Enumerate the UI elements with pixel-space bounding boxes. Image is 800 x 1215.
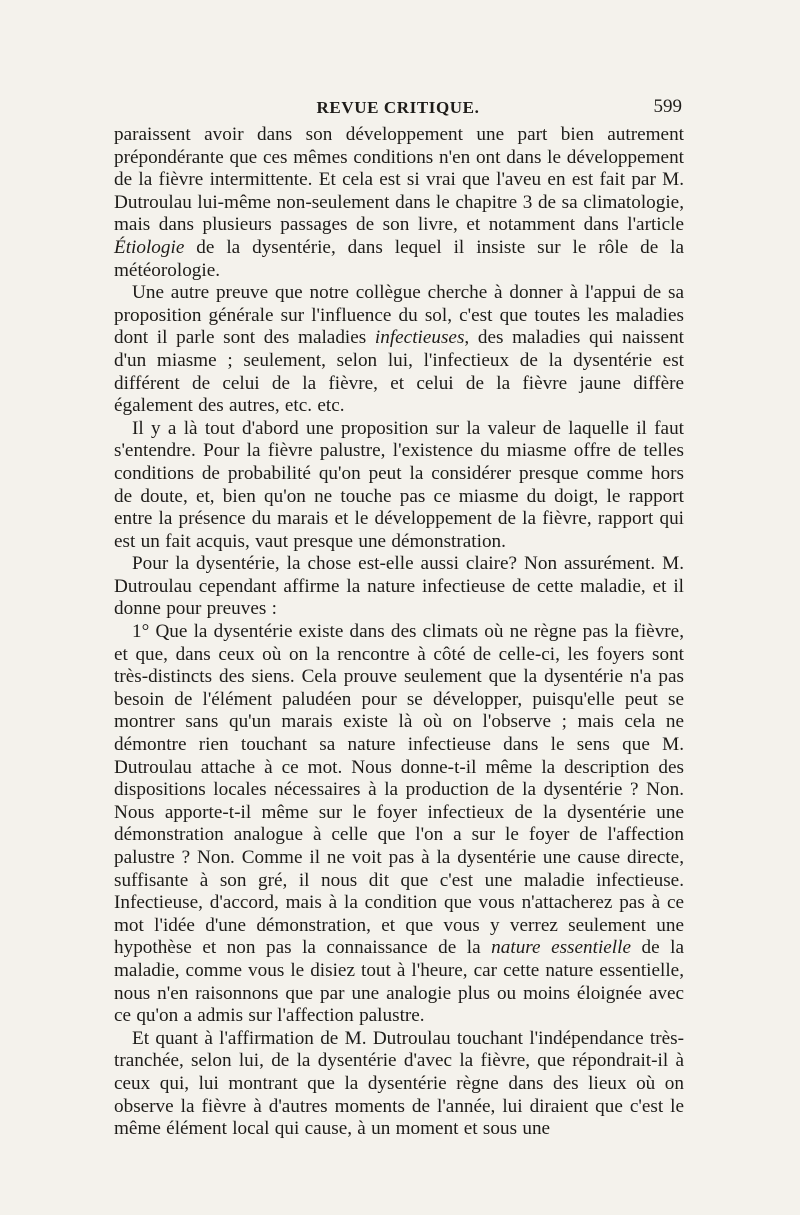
paragraph-6	[114, 1028, 684, 1141]
text-span: de la dysentérie, dans lequel il insiste sur le rôle de la météorologie.	[114, 236, 684, 281]
italic-term: Étiologie	[114, 236, 185, 258]
paragraph-4	[114, 553, 684, 621]
text-span: Et quant à l'affirmation de M. Dutroulau touchant l'indépendance très-tranchée, selon lui, de la dysentérie d'avec la fièvre, que répondrait-il à ceux qui, lui montrant que la dysentérie règne dans des lieux où on observe la fièvre à d'autres moments de l'année, lui diraient que c'est le même élément local qui cause, à un moment et sous une	[114, 1027, 684, 1140]
text-span: 1° Que la dysentérie existe dans des climats où ne règne pas la fièvre, et que, dans ceux où on la rencontre à côté de celle-ci, les foyers sont très-distincts des siens. Cela prouve seulement que la dysentérie n'a pas besoin de l'élément paludéen pour se développer, puisqu'elle peut se montrer sans qu'un marais existe là où on l'observe ; mais cela ne démontre rien touchant sa nature infectieuse dans le sens que M. Dutroulau attache à ce mot. Nous donne-t-il même la description des dispositions locales nécessaires à la production de la dysentérie ? Non. Nous apporte-t-il même sur le foyer infectieux de la dysentérie une démonstration analogue à celle que l'on a sur le foyer de l'affection palustre ? Non. Comme il ne voit pas à la dysentérie une cause directe, suffisante à son gré, il nous dit que c'est une maladie infectieuse. Infectieuse, d'accord, mais à la condition que vous n'attacherez pas à ce mot l'idée d'une démonstration, et que vous y verrez seulement une hypothèse et non pas la connaissance de la	[114, 621, 684, 959]
italic-term: nature essentielle	[491, 937, 631, 959]
paragraph-1	[114, 124, 684, 282]
page-number: 599	[653, 96, 682, 117]
paragraph-2	[114, 282, 684, 418]
running-head: REVUE CRITIQUE.	[316, 98, 480, 117]
body-text	[114, 124, 684, 1141]
italic-term: infectieuses	[374, 327, 465, 349]
text-span: Il y a là tout d'abord une proposition sur la valeur de laquelle il faut s'entendre. Pour la fièvre palustre, l'existence du miasme offre de telles conditions de probabilité qu'on peut la considérer presque comme hors de doute, et, bien qu'on ne touche pas ce miasme du doigt, le rapport entre la présence du marais et le développement de la fièvre, rapport qui est un fait acquis, vaut presque une démonstration.	[114, 417, 684, 552]
text-span: paraissent avoir dans son développement une part bien autrement prépondérante que ces mêmes conditions n'en ont dans le développement de la fièvre intermittente. Et cela est si vrai que l'aveu en est fait par M. Dutroulau lui-même non-seulement dans le chapitre 3 de sa climatologie, mais dans plusieurs passages de son livre, et notamment dans l'article	[114, 124, 684, 236]
text-span: de la maladie, comme vous le disiez tout à l'heure, car cette nature essentielle, nous n'en raisonnons que par une analogie plus ou moins éloignée avec ce qu'on a admis sur l'affection palustre.	[114, 937, 684, 1027]
page-header	[112, 92, 684, 122]
paragraph-3	[114, 418, 684, 554]
text-span: , des maladies qui naissent d'un miasme ; seulement, selon lui, l'infectieux de la dysentérie est différent de celui de la fièvre, et celui de la fièvre jaune diffère également des autres, etc. etc.	[114, 327, 685, 417]
text-span: Une autre preuve que notre collègue cherche à donner à l'appui de sa proposition générale sur l'influence du sol, c'est que toutes les maladies dont il parle sont des maladies	[114, 282, 684, 349]
paragraph-5	[114, 621, 684, 1028]
text-span: Pour la dysentérie, la chose est-elle aussi claire? Non assurément. M. Dutroulau cependant affirme la nature infectieuse de cette maladie, et il donne pour preuves :	[114, 553, 684, 620]
